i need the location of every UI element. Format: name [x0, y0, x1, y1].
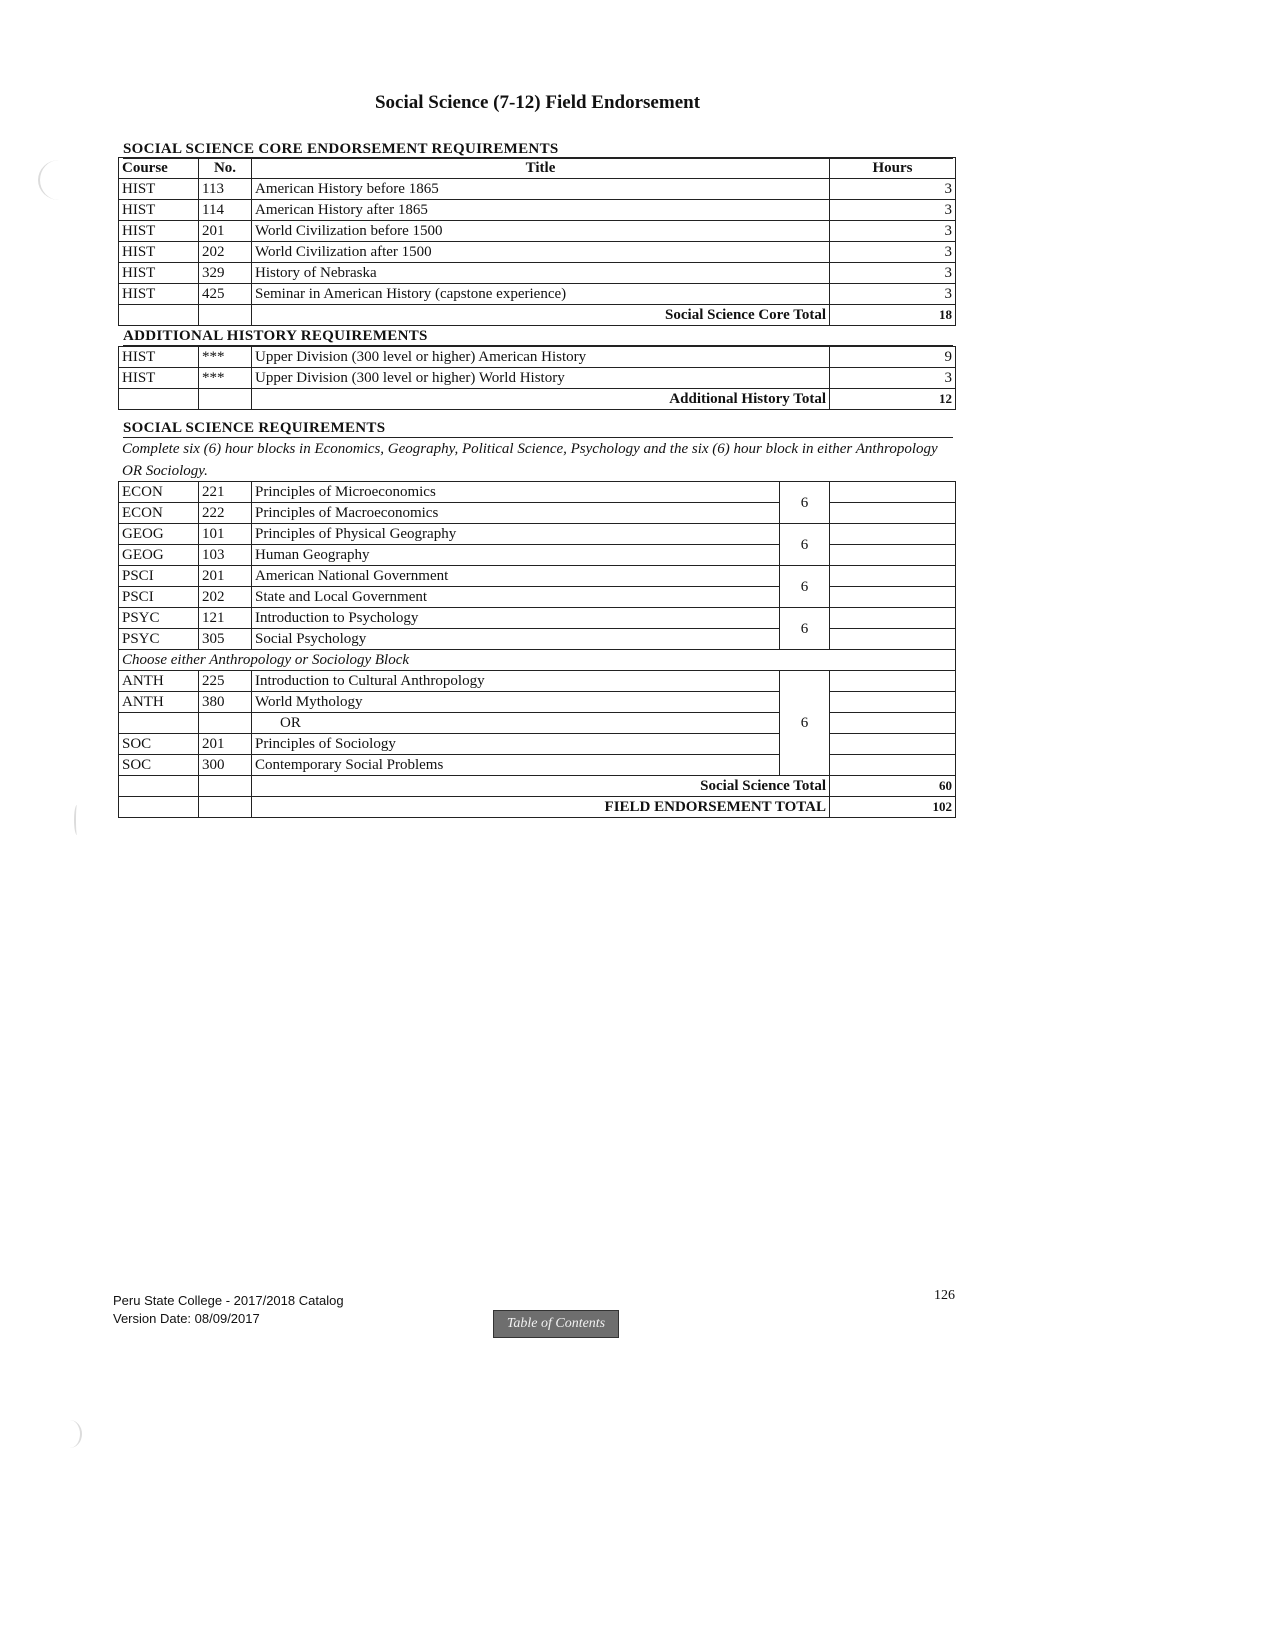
empty-hours-cell: [830, 545, 956, 566]
page-title: Social Science (7-12) Field Endorsement: [374, 92, 701, 113]
table-row: [119, 713, 956, 734]
binder-mark: [58, 1420, 82, 1448]
core-header-row: [119, 158, 956, 179]
empty-cell: [119, 389, 199, 410]
title-cell: Principles of Physical Geography: [252, 524, 780, 545]
table-row: [119, 608, 956, 629]
hours-cell: 9: [830, 347, 956, 368]
field-total-row: [119, 797, 956, 818]
empty-hours-cell: [830, 608, 956, 629]
title-cell: Principles of Macroeconomics: [252, 503, 780, 524]
table-row: [119, 545, 956, 566]
column-header-title: Title: [252, 158, 830, 179]
choose-label: Choose either Anthropology or Sociology Block: [119, 650, 956, 671]
hours-cell: 3: [830, 200, 956, 221]
table-row: [119, 734, 956, 755]
title-cell: Human Geography: [252, 545, 780, 566]
title-cell: World Civilization before 1500: [252, 221, 830, 242]
additional-heading: ADDITIONAL HISTORY REQUIREMENTS: [123, 328, 953, 346]
table-row: [119, 200, 956, 221]
social-total-row: [119, 776, 956, 797]
title-cell: Principles of Microeconomics: [252, 482, 780, 503]
empty-hours-cell: [830, 503, 956, 524]
social-heading: SOCIAL SCIENCE REQUIREMENTS: [123, 420, 953, 438]
table-row: [119, 347, 956, 368]
hours-cell: 3: [830, 221, 956, 242]
course-cell: [119, 713, 199, 734]
number-cell: 225: [199, 671, 252, 692]
table-row: [119, 263, 956, 284]
table-row: [119, 587, 956, 608]
course-cell: HIST: [119, 242, 199, 263]
table-row: [119, 482, 956, 503]
title-cell: Social Psychology: [252, 629, 780, 650]
title-cell: Upper Division (300 level or higher) World History: [252, 368, 830, 389]
hours-cell: 3: [830, 179, 956, 200]
social-table: [118, 481, 956, 818]
course-cell: HIST: [119, 221, 199, 242]
social-total-label: Social Science Total: [252, 776, 830, 797]
empty-cell: [199, 389, 252, 410]
course-cell: HIST: [119, 347, 199, 368]
footer-catalog-line: Peru State College - 2017/2018 Catalog: [113, 1293, 344, 1308]
empty-hours-cell: [830, 629, 956, 650]
course-cell: PSCI: [119, 566, 199, 587]
column-header-course: Course: [119, 158, 199, 179]
core-total-value: 18: [830, 305, 956, 326]
empty-cell: [119, 797, 199, 818]
table-row: [119, 221, 956, 242]
table-row: [119, 692, 956, 713]
social-instructions: Complete six (6) hour blocks in Economics, Geography, Political Science, Psychology and the six (6) hour block in either Anthropology OR Sociology.: [122, 441, 938, 479]
number-cell: 329: [199, 263, 252, 284]
course-cell: ANTH: [119, 692, 199, 713]
course-cell: ANTH: [119, 671, 199, 692]
binder-mark: [74, 805, 80, 835]
or-divider: OR: [252, 713, 780, 734]
footer-version-line: Version Date: 08/09/2017: [113, 1311, 260, 1326]
number-cell: 202: [199, 587, 252, 608]
hours-cell: 3: [830, 263, 956, 284]
course-cell: PSYC: [119, 608, 199, 629]
block-hours-cell: 6: [780, 608, 830, 650]
title-cell: Introduction to Cultural Anthropology: [252, 671, 780, 692]
title-cell: Contemporary Social Problems: [252, 755, 780, 776]
number-cell: 103: [199, 545, 252, 566]
footer-catalog-info: [113, 1292, 344, 1328]
number-cell: 202: [199, 242, 252, 263]
block-hours-cell: 6: [780, 524, 830, 566]
additional-total-row: [119, 389, 956, 410]
title-cell: History of Nebraska: [252, 263, 830, 284]
empty-hours-cell: [830, 587, 956, 608]
course-cell: PSYC: [119, 629, 199, 650]
number-cell: ***: [199, 368, 252, 389]
course-cell: ECON: [119, 482, 199, 503]
table-row: [119, 524, 956, 545]
number-cell: 222: [199, 503, 252, 524]
empty-cell: [199, 797, 252, 818]
course-cell: PSCI: [119, 587, 199, 608]
empty-hours-cell: [830, 482, 956, 503]
title-cell: American National Government: [252, 566, 780, 587]
number-cell: 201: [199, 566, 252, 587]
empty-cell: [119, 305, 199, 326]
table-of-contents-button[interactable]: Table of Contents: [493, 1310, 619, 1338]
title-cell: State and Local Government: [252, 587, 780, 608]
empty-hours-cell: [830, 566, 956, 587]
number-cell: 201: [199, 221, 252, 242]
number-cell: ***: [199, 347, 252, 368]
table-row: [119, 284, 956, 305]
empty-hours-cell: [830, 671, 956, 692]
course-cell: HIST: [119, 200, 199, 221]
empty-cell: [199, 776, 252, 797]
empty-cell: [119, 776, 199, 797]
hours-cell: 3: [830, 284, 956, 305]
column-header-hours: Hours: [830, 158, 956, 179]
block-hours-cell: 6: [780, 566, 830, 608]
choose-row: [119, 650, 956, 671]
number-cell: 101: [199, 524, 252, 545]
title-cell: World Mythology: [252, 692, 780, 713]
title-cell: American History after 1865: [252, 200, 830, 221]
number-cell: 380: [199, 692, 252, 713]
table-row: [119, 755, 956, 776]
binder-mark: [38, 160, 80, 200]
core-total-label: Social Science Core Total: [252, 305, 830, 326]
empty-cell: [199, 305, 252, 326]
number-cell: 114: [199, 200, 252, 221]
table-row: [119, 368, 956, 389]
empty-hours-cell: [830, 734, 956, 755]
social-total-value: 60: [830, 776, 956, 797]
course-cell: GEOG: [119, 524, 199, 545]
course-cell: HIST: [119, 284, 199, 305]
table-row: [119, 503, 956, 524]
number-cell: 221: [199, 482, 252, 503]
title-cell: Introduction to Psychology: [252, 608, 780, 629]
number-cell: [199, 713, 252, 734]
title-cell: World Civilization after 1500: [252, 242, 830, 263]
course-cell: HIST: [119, 263, 199, 284]
course-cell: SOC: [119, 755, 199, 776]
hours-cell: 3: [830, 368, 956, 389]
course-cell: HIST: [119, 368, 199, 389]
table-row: [119, 671, 956, 692]
number-cell: 113: [199, 179, 252, 200]
empty-hours-cell: [830, 755, 956, 776]
empty-hours-cell: [830, 692, 956, 713]
additional-table: [118, 346, 956, 410]
course-cell: GEOG: [119, 545, 199, 566]
number-cell: 201: [199, 734, 252, 755]
additional-total-label: Additional History Total: [252, 389, 830, 410]
core-table: [118, 157, 956, 326]
page-number: 126: [934, 1288, 955, 1303]
empty-hours-cell: [830, 524, 956, 545]
field-total-label: FIELD ENDORSEMENT TOTAL: [252, 797, 830, 818]
block-hours-cell: 6: [780, 671, 830, 776]
core-heading: SOCIAL SCIENCE CORE ENDORSEMENT REQUIREMENTS: [123, 141, 953, 159]
course-cell: ECON: [119, 503, 199, 524]
table-row: [119, 566, 956, 587]
number-cell: 305: [199, 629, 252, 650]
additional-total-value: 12: [830, 389, 956, 410]
column-header-no: No.: [199, 158, 252, 179]
number-cell: 121: [199, 608, 252, 629]
course-cell: SOC: [119, 734, 199, 755]
title-cell: Upper Division (300 level or higher) American History: [252, 347, 830, 368]
core-total-row: [119, 305, 956, 326]
block-hours-cell: 6: [780, 482, 830, 524]
title-cell: Seminar in American History (capstone experience): [252, 284, 830, 305]
table-row: [119, 629, 956, 650]
empty-hours-cell: [830, 713, 956, 734]
number-cell: 425: [199, 284, 252, 305]
course-cell: HIST: [119, 179, 199, 200]
title-cell: American History before 1865: [252, 179, 830, 200]
number-cell: 300: [199, 755, 252, 776]
hours-cell: 3: [830, 242, 956, 263]
title-cell: Principles of Sociology: [252, 734, 780, 755]
table-row: [119, 242, 956, 263]
table-row: [119, 179, 956, 200]
field-total-value: 102: [830, 797, 956, 818]
